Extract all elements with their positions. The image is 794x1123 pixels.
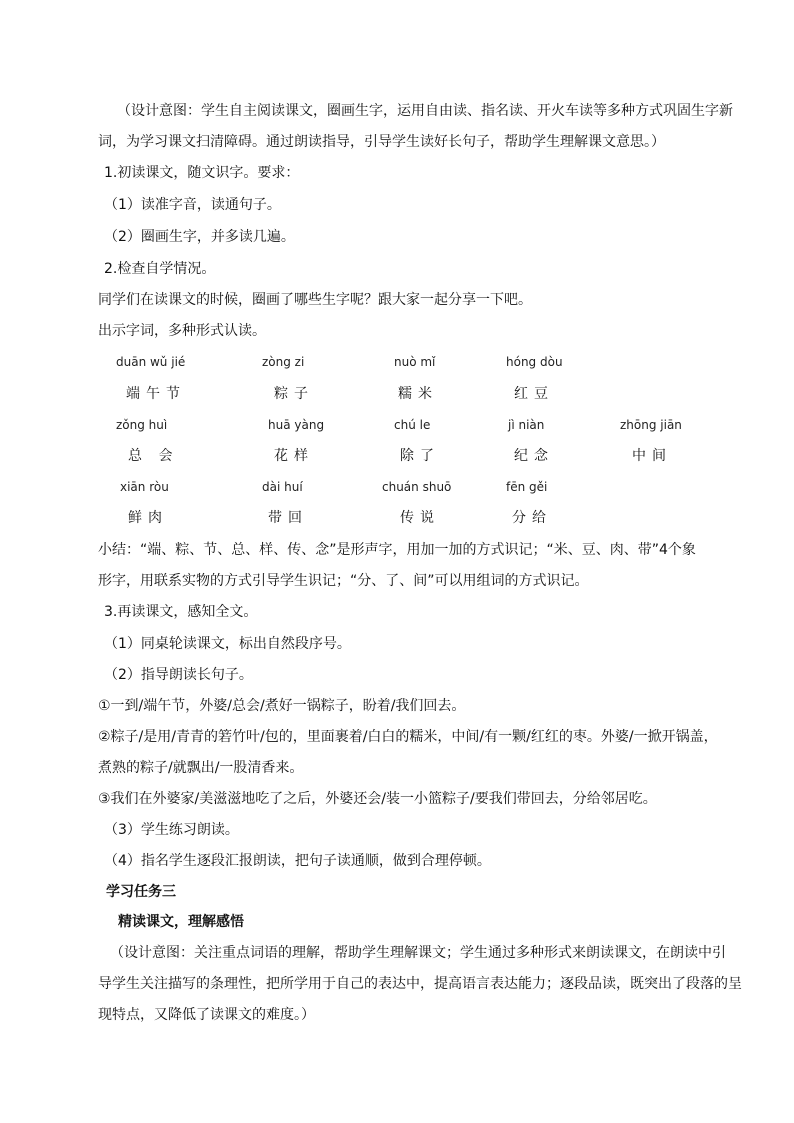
step1-requirement-2: （2）圈画生字，并多读几遍。 (104, 229, 295, 245)
vocab-chars: 花样 (274, 448, 314, 464)
vocab-chars: 中间 (632, 448, 672, 464)
design-intent-2-line-3: 现特点，又降低了读课文的难度。） (98, 1007, 315, 1023)
design-intent-2-line-2: 导学生关注描写的条理性，把所学用于自己的表达中，提高语言表达能力；逐段品读，既突出了段落的呈 (98, 976, 742, 992)
long-sentence-2-line-2: 煮熟的粽子/就飘出/一股清香来。 (98, 760, 304, 776)
pinyin: fēn gěi (506, 480, 548, 494)
step2-prompt: 同学们在读课文的时候，圈画了哪些生字呢？跟大家一起分享一下吧。 (98, 292, 532, 308)
pinyin: zòng zi (262, 355, 305, 369)
design-intent-line-1: （设计意图：学生自主阅读课文，圈画生字，运用自由读、指名读、开火车读等多种方式巩固生字新 (117, 103, 733, 119)
summary-paragraph (98, 535, 724, 597)
design-intent-paragraph (98, 96, 733, 158)
long-sentence-1: ①一到/端午节，外婆/总会/煮好一锅粽子，盼着/我们回去。 (98, 698, 466, 714)
pinyin: jì niàn (508, 418, 545, 432)
step1-requirement-1: （1）读准字音，读通句子。 (104, 197, 281, 213)
step2-show-words: 出示字词，多种形式认读。 (98, 323, 266, 339)
task3-subheading: 精读课文，理解感悟 (118, 914, 244, 930)
vocab-chars: 端午节 (126, 386, 186, 402)
pinyin: duān wǔ jié (116, 355, 186, 369)
design-intent-2-line-1: （设计意图：关注重点词语的理解，帮助学生理解课文；学生通过多种形式来朗读课文，在朗读中引 (110, 945, 726, 961)
step3-item-2: （2）指导朗读长句子。 (104, 667, 253, 683)
pinyin: dài huí (262, 480, 303, 494)
long-sentence-2-line-1: ②粽子/是用/青青的箬竹叶/包的，里面裹着/白白的糯米，中间/有一颗/红红的枣。外婆/一掀开锅盖， (98, 729, 718, 745)
long-sentence-2 (98, 722, 724, 784)
vocab-chars: 粽子 (274, 386, 314, 402)
vocab-chars: 糯米 (398, 386, 438, 402)
vocab-chars: 纪念 (514, 448, 554, 464)
pinyin: chuán shuō (382, 480, 452, 494)
vocab-chars: 鲜肉 (128, 510, 168, 526)
vocab-chars: 分给 (512, 510, 552, 526)
pinyin: nuò mǐ (394, 355, 436, 369)
step3-title: 3.再读课文，感知全文。 (104, 604, 258, 620)
pinyin: hóng dòu (506, 355, 563, 369)
vocab-chars: 传说 (400, 510, 440, 526)
step1-title: 1.初读课文，随文识字。要求： (104, 165, 300, 181)
vocab-chars: 除了 (400, 448, 440, 464)
summary-line-1: 小结：“端、粽、节、总、样、传、念”是形声字，用加一加的方式识记；“米、豆、肉、带”4个象 (98, 542, 696, 558)
vocab-chars: 红豆 (514, 386, 554, 402)
step3-item-1: （1）同桌轮读课文，标出自然段序号。 (104, 636, 351, 652)
pinyin: xiān ròu (120, 480, 169, 494)
pinyin: chú le (394, 418, 431, 432)
step2-title: 2.检查自学情况。 (104, 261, 216, 277)
pinyin: zhōng jiān (620, 418, 682, 432)
pinyin: zǒng huì (116, 418, 168, 432)
design-intent-2-paragraph (98, 938, 742, 1031)
summary-line-2: 形字，用联系实物的方式引导学生识记；“分、了、间”可以用组词的方式识记。 (98, 573, 589, 589)
pinyin: huā yàng (268, 418, 325, 432)
step3-item-4: （4）指名学生逐段汇报朗读，把句子读通顺，做到合理停顿。 (104, 853, 491, 869)
long-sentence-3: ③我们在外婆家/美滋滋地吃了之后，外婆还会/装一小篮粽子/要我们带回去，分给邻居吃。 (98, 791, 657, 807)
vocab-chars: 带回 (268, 510, 308, 526)
task3-heading: 学习任务三 (106, 884, 176, 900)
step3-item-3: （3）学生练习朗读。 (104, 822, 239, 838)
design-intent-line-2: 词，为学习课文扫清障碍。通过朗读指导，引导学生读好长句子，帮助学生理解课文意思。） (98, 134, 665, 150)
vocab-chars: 总 会 (128, 448, 179, 464)
